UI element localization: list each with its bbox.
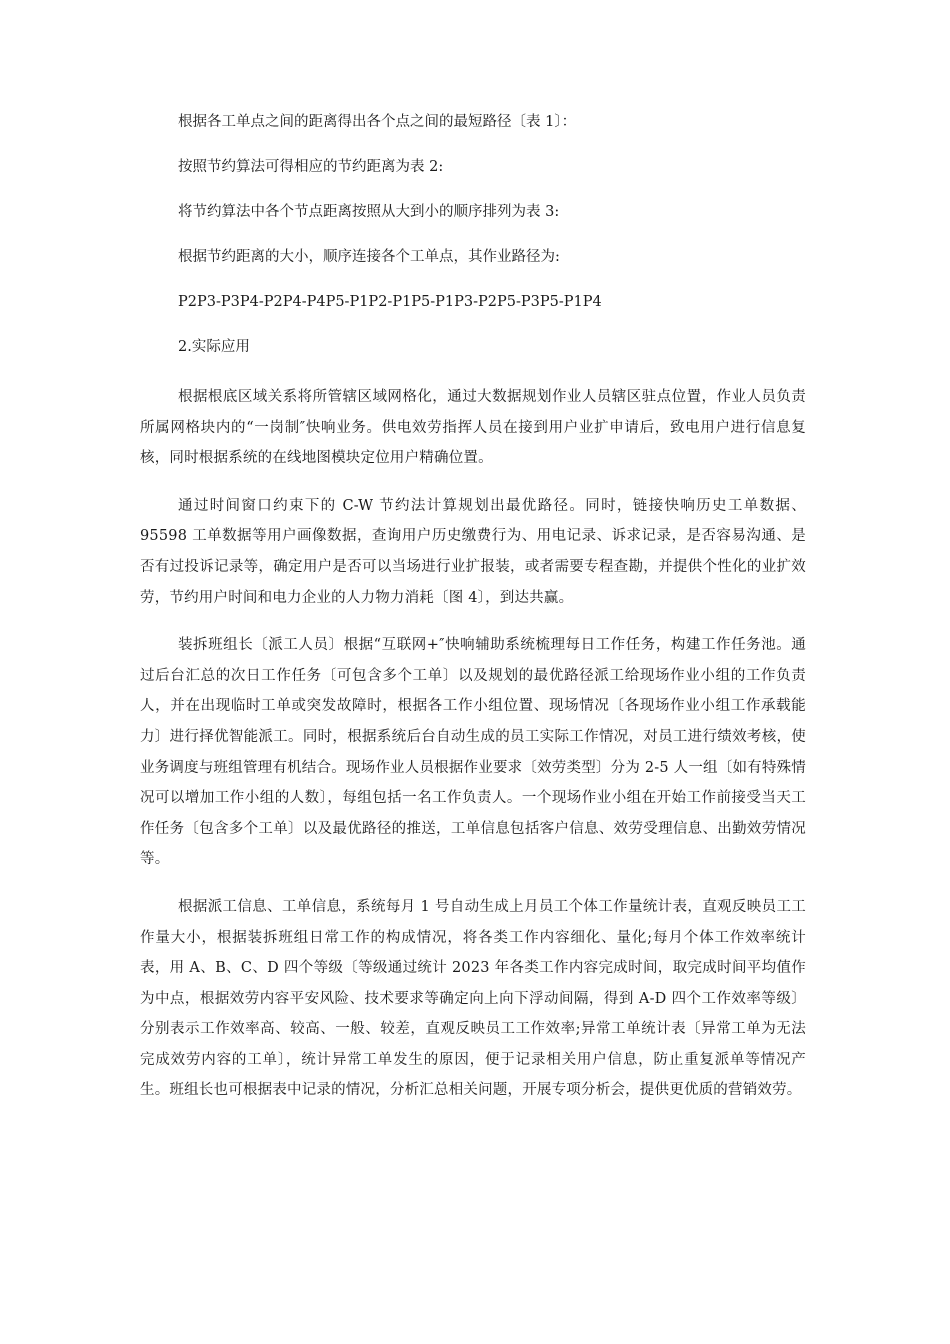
intro-line-shortest-path: 根据各工单点之间的距离得出各个点之间的最短路径〔表 1〕： <box>178 114 577 130</box>
intro-line-savings-table: 按照节约算法可得相应的节约距离为表 2: <box>178 159 444 175</box>
paragraph-dispatch: 装拆班组长〔派工人员〕根据“互联网+″快响辅助系统梳理每日工作任务，构建工作任务池。通过后台汇总的次日工作任务〔可包含多个工单〕以及规划的最优路径派工给现场作业小组的工作负责人，并在出现临时工单或突发故障时，根据各工作小组位置、现场情况〔各现场作业小组工作承载能力〕进行择优智能派工。同时，根据系统后台自动生成的员工实际工作情况，对员工进行绩效考核，使业务调度与班组管理有机结合。现场作业人员根据作业要求〔效劳类型〕分为 2-5 人一组〔如有特殊情况可以增加工作小组的人数〕，每组包括一名工作负责人。一个现场作业小组在开始工作前接受当天工作任务〔包含多个工单〕以及最优路径的推送，工单信息包括客户信息、效劳受理信息、出勤效劳情况等。 <box>140 637 806 868</box>
paragraph-grid-management: 根据根底区域关系将所管辖区域网格化，通过大数据规划作业人员辖区驻点位置，作业人员负责所属网格块内的“一岗制″快响业务。供电效劳指挥人员在接到用户业扩申请后，致电用户进行信息复核，同时根据系统的在线地图模块定位用户精确位置。 <box>140 389 806 467</box>
section-heading: 2.实际应用 <box>178 339 250 355</box>
document-page <box>140 112 806 1123</box>
paragraph-statistics: 根据派工信息、工单信息，系统每月 1 号自动生成上月员工个体工作量统计表，直观反映员工工作量大小，根据装拆班组日常工作的构成情况，将各类工作内容细化、量化;每月个体工作效率统计表，用 A、B、C、D 四个等级〔等级通过统计 2023 年各类工作内容完成时间，取完成时间平均值作为中点，根据效劳内容平安风险、技术要求等确定向上向下浮动间隔，得到 A-D 四个工作效率等级〕分别表示工作效率高、较高、一般、较差，直观反映员工工作效率;异常工单统计表〔异常工单为无法完成效劳内容的工单〕，统计异常工单发生的原因，便于记录相关用户信息，防止重复派单等情况产生。班组长也可根据表中记录的情况，分析汇总相关问题，开展专项分析会，提供更优质的营销效劳。 <box>140 898 806 1099</box>
intro-line-sorted-table: 将节约算法中各个节点距离按照从大到小的顺序排列为表 3: <box>178 204 560 220</box>
paragraph-cw-savings: 通过时间窗口约束下的 C-W 节约法计算规划出最优路径。同时，链接快响历史工单数据、95598 工单数据等用户画像数据，查询用户历史缴费行为、用电记录、诉求记录，是否容易沟通、是否有过投诉记录等，确定用户是否可以当场进行业扩报装，或者需要专程查勘，并提供个性化的业扩效劳，节约用户时间和电力企业的人力物力消耗〔图 4〕，到达共赢。 <box>140 497 806 606</box>
intro-line-route-caption: 根据节约距离的大小，顺序连接各个工单点，其作业路径为: <box>178 249 560 265</box>
route-sequence: P2P3-P3P4-P2P4-P4P5-P1P2-P1P5-P1P3-P2P5-P3P5-P1P4 <box>178 294 602 310</box>
